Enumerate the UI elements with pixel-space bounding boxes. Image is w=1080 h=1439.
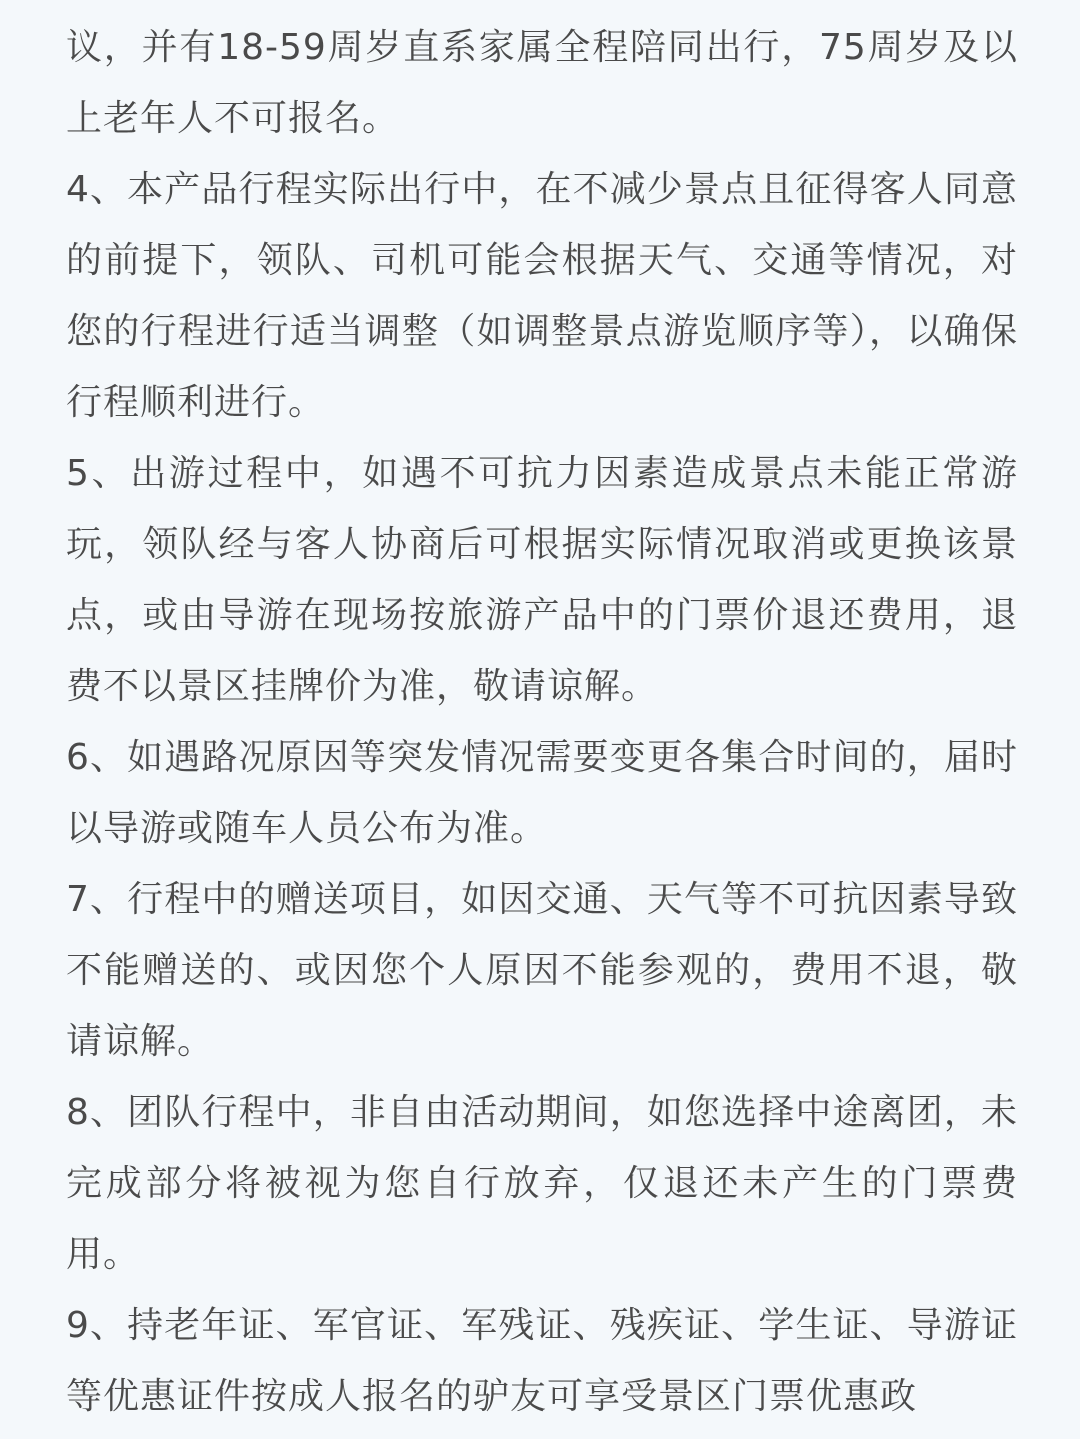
travel-notes-text xyxy=(66,12,1018,1432)
paragraph-item-6: 6、如遇路况原因等突发情况需要变更各集合时间的，届时以导游或随车人员公布为准。 xyxy=(66,737,1018,849)
paragraph-item-5: 5、出游过程中，如遇不可抗力因素造成景点未能正常游玩，领队经与客人协商后可根据实际情况取消或更换该景点，或由导游在现场按旅游产品中的门票价退还费用，退费不以景区挂牌价为准，敬请谅解。 xyxy=(66,453,1018,707)
paragraph-age-requirement: 议，并有18-59周岁直系家属全程陪同出行，75周岁及以上老年人不可报名。 xyxy=(66,27,1018,139)
paragraph-item-4: 4、本产品行程实际出行中，在不减少景点且征得客人同意的前提下，领队、司机可能会根据天气、交通等情况，对您的行程进行适当调整（如调整景点游览顺序等），以确保行程顺利进行。 xyxy=(66,169,1018,423)
paragraph-item-7: 7、行程中的赠送项目，如因交通、天气等不可抗因素导致不能赠送的、或因您个人原因不能参观的，费用不退，敬请谅解。 xyxy=(66,879,1018,1062)
paragraph-item-9: 9、持老年证、军官证、军残证、残疾证、学生证、导游证等优惠证件按成人报名的驴友可享受景区门票优惠政 xyxy=(66,1305,1018,1417)
paragraph-item-8: 8、团队行程中，非自由活动期间，如您选择中途离团，未完成部分将被视为您自行放弃，仅退还未产生的门票费用。 xyxy=(66,1092,1018,1275)
